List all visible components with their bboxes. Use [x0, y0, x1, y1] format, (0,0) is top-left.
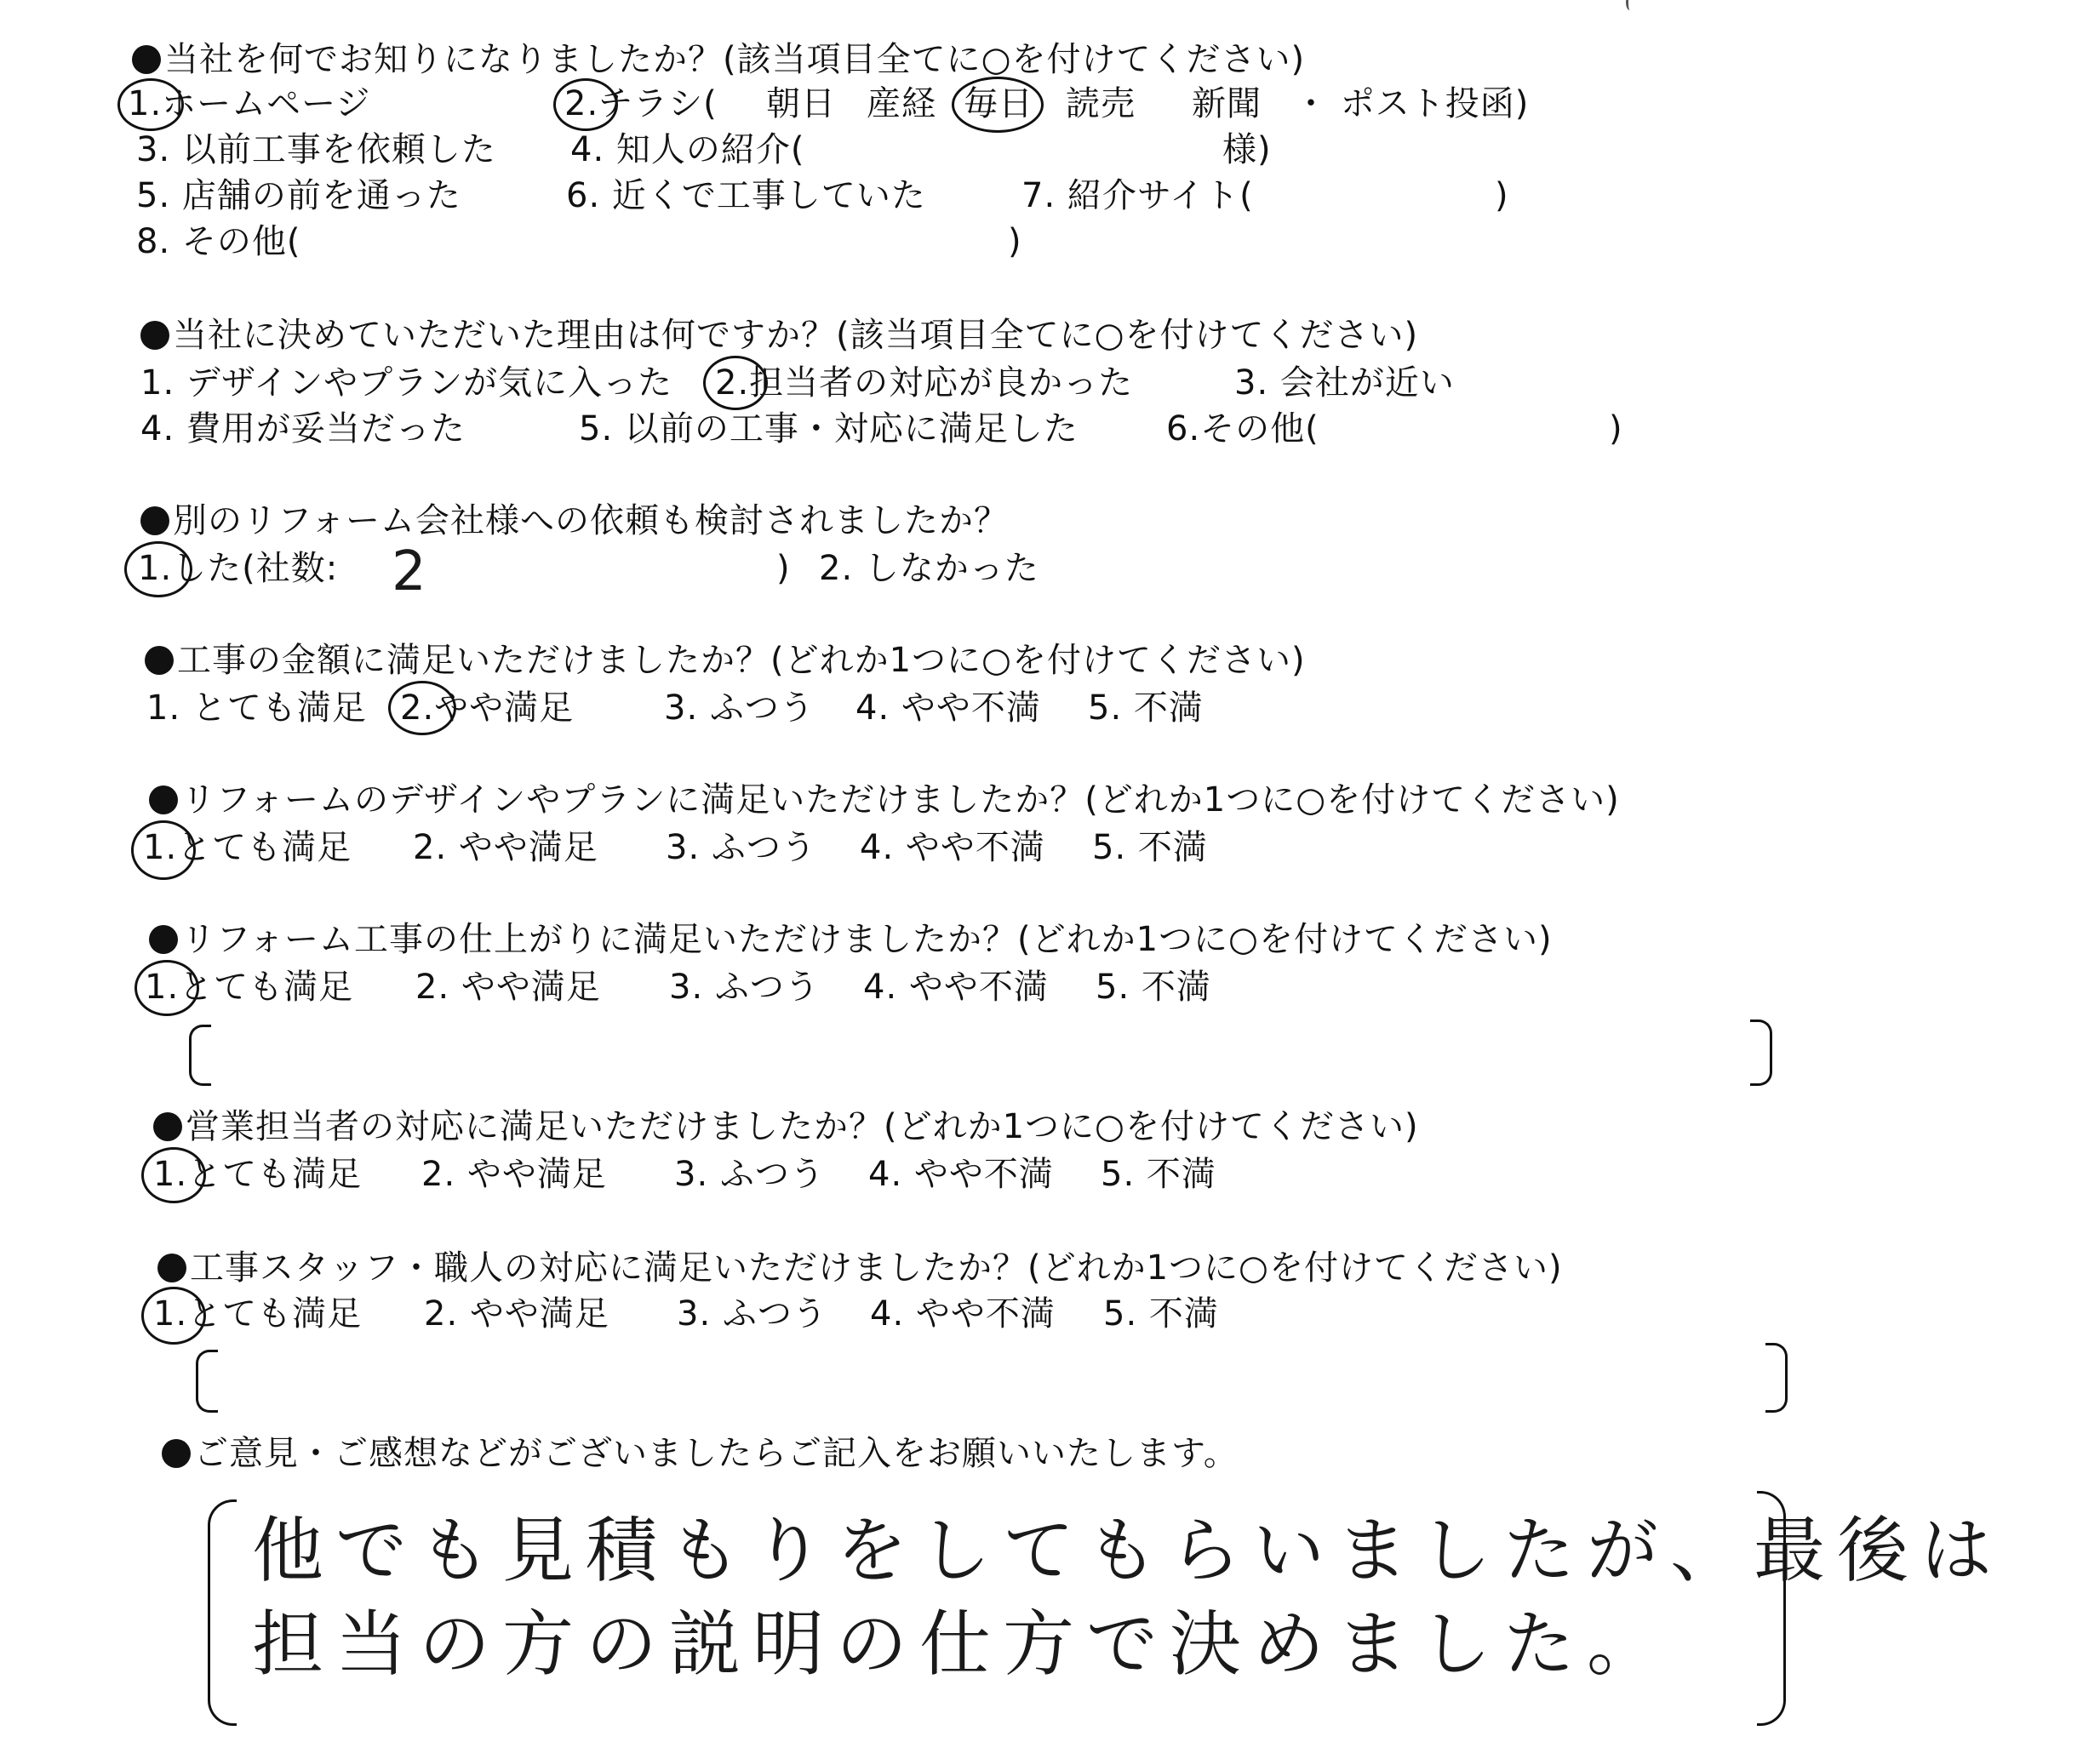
- q7-option-3[interactable]: 3. ふつう: [674, 1155, 825, 1194]
- selected-circle: [952, 77, 1044, 133]
- q5-option-4[interactable]: 4. やや不満: [860, 828, 1045, 867]
- q1-option-4-suffix: 様): [1222, 130, 1272, 169]
- bullet-icon: [132, 45, 161, 74]
- q7-option-2[interactable]: 2. やや満足: [421, 1155, 607, 1194]
- q6-option-4[interactable]: 4. やや不満: [863, 968, 1049, 1007]
- q6-option-3[interactable]: 3. ふつう: [669, 968, 820, 1007]
- bullet-icon: [140, 321, 169, 350]
- q2-option-4[interactable]: 4. 費用が妥当だった: [140, 409, 466, 448]
- bullet-icon: [153, 1112, 182, 1141]
- q1-option-1[interactable]: 1.ホームページ: [128, 84, 371, 123]
- q1-option-3[interactable]: 3. 以前工事を依頼した: [136, 130, 496, 169]
- q2-option-2[interactable]: 2.担当者の対応が良かった: [715, 363, 1134, 403]
- q2-option-1[interactable]: 1. デザインやプランが気に入った: [140, 363, 673, 403]
- q9-question: ご意見・ご感想などがございましたらご記入をお願いいたします。: [162, 1433, 1239, 1474]
- q8-option-4[interactable]: 4. やや不満: [870, 1294, 1056, 1334]
- selected-circle: [131, 820, 196, 880]
- q5-question: リフォームのデザインやプランに満足いただけましたか？(どれか1つに○を付けてください): [149, 780, 1620, 820]
- q1-option-4[interactable]: 4. 知人の紹介(: [570, 130, 805, 169]
- q9-answer-line-2: 担当の方の説明の仕方で決めました。: [252, 1602, 1671, 1686]
- q7-option-4[interactable]: 4. やや不満: [868, 1155, 1054, 1194]
- bullet-icon: [145, 646, 174, 675]
- q3-count-handwritten: 2: [392, 540, 426, 603]
- q9-comment-bracket-left: [208, 1499, 237, 1726]
- q8-comment-bracket-right: [1765, 1343, 1788, 1413]
- q4-option-1[interactable]: 1. とても満足: [146, 688, 367, 728]
- q7-option-5[interactable]: 5. 不満: [1101, 1155, 1216, 1194]
- selected-circle: [141, 1287, 206, 1345]
- q9-comment-bracket-right: [1757, 1491, 1786, 1726]
- q3-question: 別のリフォーム会社様への依頼も検討されましたか？: [140, 500, 1009, 541]
- q3-option-2[interactable]: 2. しなかった: [819, 549, 1039, 588]
- bullet-icon: [149, 785, 178, 814]
- q7-question: 営業担当者の対応に満足いただけましたか？(どれか1つに○を付けてください): [153, 1106, 1419, 1147]
- q8-option-1[interactable]: 1.とても満足: [153, 1294, 363, 1334]
- q1-post[interactable]: ・ ポスト投函): [1294, 84, 1530, 123]
- q1-paper-sankei[interactable]: 産経: [867, 84, 936, 123]
- q1-option-6[interactable]: 6. 近くで工事していた: [566, 176, 926, 215]
- q5-option-3[interactable]: 3. ふつう: [666, 828, 816, 867]
- q4-option-4[interactable]: 4. やや不満: [855, 688, 1041, 728]
- scan-speck: [1626, 0, 1634, 10]
- q6-option-1[interactable]: 1.とても満足: [145, 968, 354, 1007]
- selected-circle: [117, 78, 184, 131]
- q7-option-1[interactable]: 1.とても満足: [153, 1155, 363, 1194]
- q3-option-1[interactable]: 1.した(社数:: [138, 549, 339, 588]
- q2-question: 当社に決めていただいた理由は何ですか？(該当項目全てに○を付けてください): [140, 315, 1418, 356]
- q1-option-8-close: ): [1008, 222, 1022, 261]
- selected-circle: [388, 681, 456, 735]
- selected-circle: [703, 356, 768, 410]
- q1-option-2[interactable]: 2.チラシ(: [564, 84, 718, 123]
- q5-option-2[interactable]: 2. やや満足: [413, 828, 598, 867]
- q4-option-3[interactable]: 3. ふつう: [664, 688, 815, 728]
- q2-option-6-close: ): [1609, 409, 1623, 448]
- q4-option-5[interactable]: 5. 不満: [1088, 688, 1204, 728]
- q8-option-5[interactable]: 5. 不満: [1103, 1294, 1219, 1334]
- q1-paper-yomiuri[interactable]: 読売: [1066, 84, 1136, 123]
- selected-circle: [553, 78, 618, 131]
- q2-option-6[interactable]: 6.その他(: [1166, 409, 1319, 448]
- q1-paper-shinbun[interactable]: 新聞: [1192, 84, 1262, 123]
- q1-paper-mainichi[interactable]: 毎日: [964, 84, 1033, 123]
- q1-option-7[interactable]: 7. 紹介サイト(: [1021, 176, 1254, 215]
- q4-option-2[interactable]: 2.やや満足: [400, 688, 575, 728]
- q2-option-3[interactable]: 3. 会社が近い: [1234, 363, 1455, 403]
- q6-comment-bracket-right: [1750, 1019, 1772, 1086]
- q6-option-5[interactable]: 5. 不満: [1096, 968, 1211, 1007]
- q6-question: リフォーム工事の仕上がりに満足いただけましたか？(どれか1つに○を付けてください): [149, 919, 1553, 960]
- q8-option-3[interactable]: 3. ふつう: [677, 1294, 827, 1334]
- q6-option-2[interactable]: 2. やや満足: [415, 968, 601, 1007]
- selected-circle: [124, 541, 192, 597]
- q2-option-5[interactable]: 5. 以前の工事・対応に満足した: [579, 409, 1079, 448]
- q8-question: 工事スタッフ・職人の対応に満足いただけましたか？(どれか1つに○を付けてください): [157, 1248, 1563, 1288]
- q1-paper-asahi[interactable]: 朝日: [766, 84, 836, 123]
- q1-option-8[interactable]: 8. その他(: [136, 222, 301, 261]
- q9-answer-line-1: 他でも見積もりをしてもらいましたが、最後は: [252, 1509, 2005, 1592]
- q1-option-7-close: ): [1495, 176, 1509, 215]
- selected-circle: [134, 960, 199, 1016]
- q8-comment-bracket-left: [196, 1350, 218, 1413]
- bullet-icon: [157, 1254, 186, 1282]
- q5-option-5[interactable]: 5. 不満: [1092, 828, 1208, 867]
- q4-question: 工事の金額に満足いただけましたか？(どれか1つに○を付けてください): [145, 640, 1306, 681]
- bullet-icon: [162, 1439, 191, 1468]
- bullet-icon: [149, 925, 178, 954]
- q5-option-1[interactable]: 1.とても満足: [143, 828, 352, 867]
- q1-question: 当社を何でお知りになりましたか？(該当項目全てに○を付けてください): [132, 39, 1305, 80]
- selected-circle: [141, 1147, 206, 1203]
- q6-comment-bracket-left: [189, 1025, 211, 1086]
- q3-option-1-close: ): [776, 549, 791, 588]
- bullet-icon: [140, 506, 169, 535]
- q1-option-5[interactable]: 5. 店舗の前を通った: [136, 176, 461, 215]
- q8-option-2[interactable]: 2. やや満足: [424, 1294, 609, 1334]
